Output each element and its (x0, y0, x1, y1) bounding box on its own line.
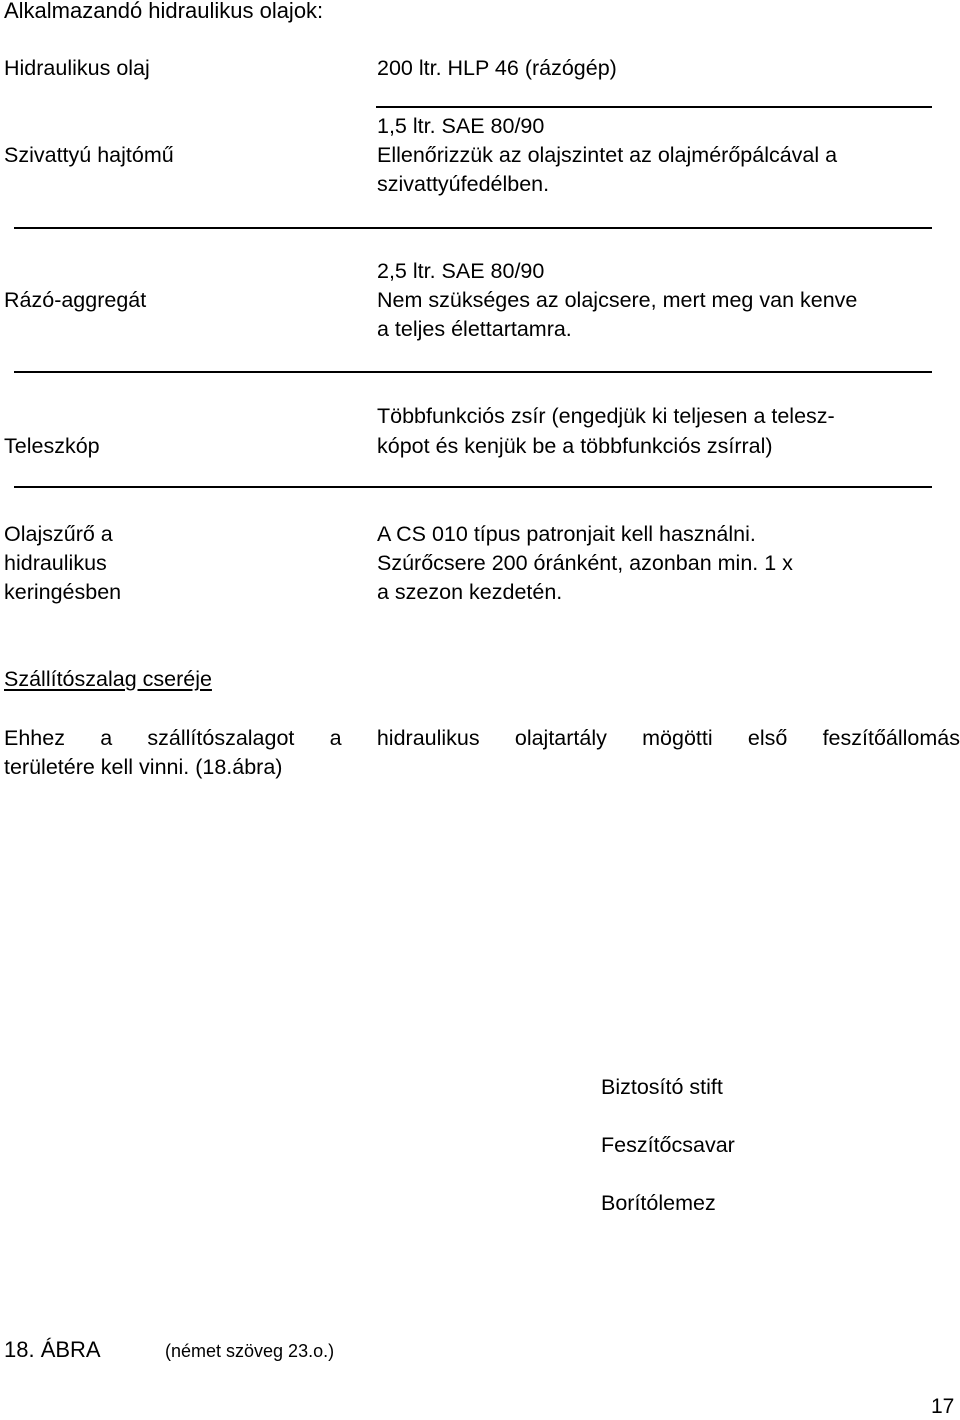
row-value-vibrator-line3: a teljes élettartamra. (377, 317, 572, 341)
row-value-pump-gear-line3: szivattyúfedélben. (377, 172, 550, 196)
divider (14, 486, 932, 488)
row-label-telescope: Teleszkóp (4, 434, 100, 458)
page-number: 17 (931, 1395, 955, 1418)
divider (14, 227, 932, 229)
row-value-vibrator-line1: 2,5 ltr. SAE 80/90 (377, 259, 545, 283)
figure-label-tension-screw: Feszítőcsavar (601, 1133, 735, 1157)
divider (376, 106, 932, 108)
row-value-telescope-line1: Többfunkciós zsír (engedjük ki teljesen a telesz- (377, 404, 835, 428)
row-label-oil-filter-line3: keringésben (4, 580, 122, 604)
row-value-pump-gear-line1: 1,5 ltr. SAE 80/90 (377, 114, 545, 138)
paragraph-line1: Ehhez a szállítószalagot a hidraulikus olajtartály mögötti első feszítőállomás (4, 726, 960, 750)
row-value-oil-filter-line3: a szezon kezdetén. (377, 580, 563, 604)
row-label-pump-gear: Szivattyú hajtómű (4, 143, 174, 167)
page-heading: Alkalmazandó hidraulikus olajok: (4, 0, 324, 23)
row-value-hydraulic-oil: 200 ltr. HLP 46 (rázógép) (377, 56, 617, 80)
row-value-pump-gear-line2: Ellenőrizzük az olajszintet az olajmérőpálcával a (377, 143, 838, 167)
section-title: Szállítószalag cseréje (4, 667, 212, 691)
row-label-vibrator: Rázó-aggregát (4, 288, 147, 312)
figure-caption: 18. ÁBRA (4, 1337, 101, 1362)
figure-note: (német szöveg 23.o.) (165, 1341, 335, 1361)
row-value-telescope-line2: kópot és kenjük be a többfunkciós zsírral) (377, 434, 773, 458)
row-value-vibrator-line2: Nem szükséges az olajcsere, mert meg van kenve (377, 288, 858, 312)
figure-label-cover-plate: Borítólemez (601, 1191, 716, 1215)
row-label-hydraulic-oil: Hidraulikus olaj (4, 56, 150, 80)
paragraph-line2: területére kell vinni. (18.ábra) (4, 755, 283, 779)
divider (14, 371, 932, 373)
row-value-oil-filter-line1: A CS 010 típus patronjait kell használni. (377, 522, 756, 546)
row-value-oil-filter-line2: Szúrőcsere 200 óránként, azonban min. 1 x (377, 551, 793, 575)
row-label-oil-filter-line1: Olajszűrő a (4, 522, 113, 546)
figure-label-safety-pin: Biztosító stift (601, 1075, 723, 1099)
row-label-oil-filter-line2: hidraulikus (4, 551, 107, 575)
